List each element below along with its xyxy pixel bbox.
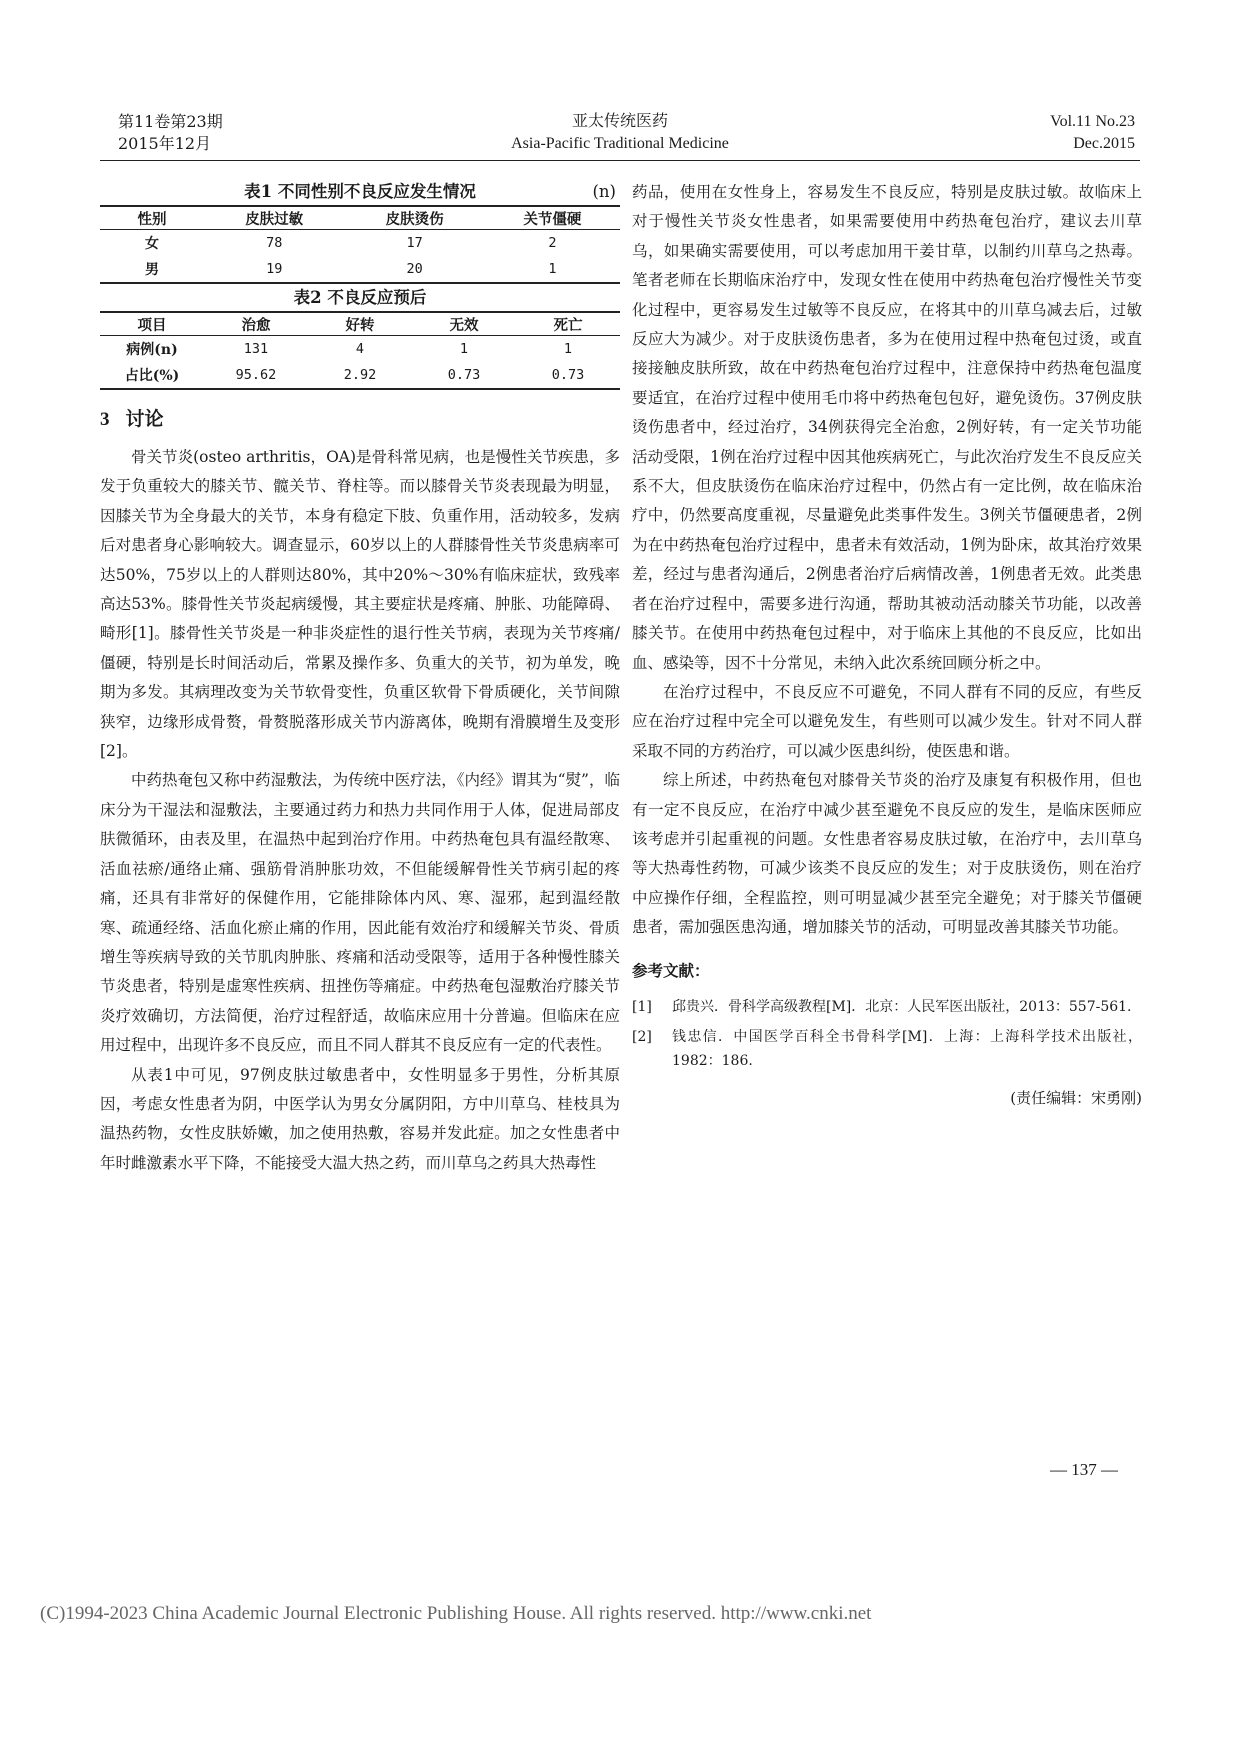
body-paragraph: 在治疗过程中，不良反应不可避免，不同人群有不同的反应，有些反应在治疗过程中完全可以避免发生，有些则可以减少发生。针对不同人群采取不同的方药治疗，可以减少医患纠纷，使医患和谐。 (632, 682, 1142, 760)
copyright-footer: (C)1994-2023 China Academic Journal Electronic Publishing House. All rights reserved. http://www.cnki.net (40, 1603, 872, 1624)
table2 (100, 311, 620, 390)
body-paragraph: 药品，使用在女性身上，容易发生不良反应，特别是皮肤过敏。故临床上对于慢性关节炎女性患者，如果需要使用中药热奄包治疗，建议去川草乌，如果确实需要使用，可以考虑加用干姜甘草，以制约川草乌之热毒。笔者老师在长期临床治疗中，发现女性在使用中药热奄包治疗慢性关节变化过程中，更容易发生过敏等不良反应，在将其中的川草乌减去后，过敏反应大为减少。对于皮肤烫伤患者，多为在使用过程中热奄包过烫，或直接接触皮肤所致，故在中药热奄包治疗过程中，注意保持中药热奄包温度要适宜，在治疗过程中使用毛巾将中药热奄包包好，避免烫伤。37例皮肤烫伤患者中，经过治疗，34例获得完全治愈，2例好转，有一定关节功能活动受限，1例在治疗过程中因其他疾病死亡，与此次治疗发生不良反应关系不大，但皮肤烫伤在临床治疗过程中，仍然占有一定比例，故在临床治疗中，仍然要高度重视，尽量避免此类事件发生。3例关节僵硬患者，2例为在中药热奄包治疗过程中，患者未有效活动，1例为卧床，故其治疗效果差，经过与患者沟通后，2例患者治疗后病情改善，1例患者无效。此类患者在治疗过程中，需要多进行沟通，帮助其被动活动膝关节功能，以改善膝关节。在使用中药热奄包过程中，对于临床上其他的不良反应，比如出血、感染等，因不十分常见，未纳入此次系统回顾分析之中。 (632, 183, 1142, 672)
table1-cell: 2 (548, 235, 557, 251)
table2-header-row (100, 312, 620, 336)
body-paragraph: 综上所述，中药热奄包对膝骨关节炎的治疗及康复有积极作用，但也有一定不良反应，在治疗中减少甚至避免不良反应的发生，是临床医师应该考虑并引起重视的问题。女性患者容易皮肤过敏，在治疗中，去川草乌等大热毒性药物，可减少该类不良反应的发生；对于皮肤烫伤，则在治疗中应操作仔细，全程监控，则可明显减少甚至完全避免；对于膝关节僵硬患者，需加强医患沟通，增加膝关节的活动，可明显改善其膝关节功能。 (632, 771, 1142, 937)
table1-header-cell: 性别 (100, 206, 204, 230)
left-column (100, 178, 620, 1178)
table2-cell: 占比(%) (100, 362, 204, 389)
table2-cell: 2.92 (308, 362, 412, 389)
table-row (100, 336, 620, 363)
table2-cell: 131 (243, 341, 269, 357)
reference-number: [1] (632, 998, 652, 1015)
table-row (100, 230, 620, 257)
right-column (632, 178, 1142, 1111)
reference-text: 邱贵兴．骨科学高级教程[M]．北京：人民军医出版社，2013：557-561. (672, 998, 1132, 1015)
table1-header-cell: 皮肤过敏 (204, 206, 344, 230)
table1-cell: 17 (406, 235, 423, 251)
table2-cell: 0.73 (412, 362, 516, 389)
table-row (100, 256, 620, 283)
table1-cell: 男 (100, 256, 204, 283)
header-date-zh: 2015年12月 (118, 134, 212, 153)
table1-cell: 1 (485, 256, 620, 283)
table1 (100, 205, 620, 284)
header-right (1050, 111, 1135, 155)
table2-cell: 1 (563, 341, 573, 357)
header-rule (100, 160, 1140, 161)
header-date-en: Dec.2015 (1073, 135, 1135, 152)
table2-header-cell: 好转 (308, 312, 412, 336)
section-heading (100, 404, 620, 435)
reference-text: 钱忠信．中国医学百科全书骨科学[M]．上海：上海科学技术出版社，1982：186. (672, 1028, 1142, 1069)
table1-header-cell: 皮肤烫伤 (344, 206, 484, 230)
header-journal-en: Asia-Pacific Traditional Medicine (511, 135, 729, 152)
page-number: — 137 — (1050, 1460, 1118, 1479)
table2-caption-row (100, 284, 620, 311)
table2-header-cell: 死亡 (516, 312, 620, 336)
reference-number: [2] (632, 1028, 652, 1045)
reference-item (632, 995, 1142, 1019)
section-number: 3 (100, 409, 110, 430)
table2-header-cell: 项目 (100, 312, 204, 336)
body-paragraph: 中药热奄包又称中药湿敷法，为传统中医疗法，《内经》谓其为“熨”，临床分为干湿法和湿敷法，主要通过药力和热力共同作用于人体，促进局部皮肤微循环，由表及里，在温热中起到治疗作用。中药热奄包具有温经散寒、活血祛瘀/通络止痛、强筋骨消肿胀功效，不但能缓解骨性关节病引起的疼痛，还具有非常好的保健作用，它能排除体内风、寒、湿邪，起到温经散寒、疏通经络、活血化瘀止痛的作用，因此能有效治疗和缓解关节炎、骨质增生等疾病导致的关节肌肉肿胀、疼痛和活动受限等，适用于各种慢性膝关节炎患者，特别是虚寒性疾病、扭挫伤等痛症。中药热奄包湿敷治疗膝关节炎疗效确切，方法简便，治疗过程舒适，故临床应用十分普遍。但临床在应用过程中，出现许多不良反应，而且不同人群其不良反应有一定的代表性。 (100, 771, 620, 1055)
body-paragraph: 骨关节炎(osteo arthritis，OA)是骨科常见病，也是慢性关节疾患，多发于负重较大的膝关节、髋关节、脊柱等。而以膝骨关节炎表现最为明显，因膝关节为全身最大的关节，本身有稳定下肢、负重作用，活动较多，发病后对患者身心影响较大。调查显示，60岁以上的人群膝骨性关节炎患病率可达50%，75岁以上的人群则达80%，其中20%～30%有临床症状，致残率高达53%。膝骨性关节炎起病缓慢，其主要症状是疼痛、肿胀、功能障碍、畸形[1]。膝骨性关节炎是一种非炎症性的退行性关节病，表现为关节疼痛/僵硬，特别是长时间活动后，常累及操作多、负重大的关节，初为单发，晚期为多发。其病理改变为关节软骨变性，负重区软骨下骨质硬化，关节间隙狭窄，边缘形成骨赘，骨赘脱落形成关节内游离体，晚期有滑膜增生及变形[2]。 (100, 448, 620, 761)
table2-cell: 0.73 (516, 362, 620, 389)
table2-cell: 1 (459, 341, 469, 357)
table1-caption: 表1 不同性别不良反应发生情况 (244, 182, 476, 201)
body-paragraph: 从表1中可见，97例皮肤过敏患者中，女性明显多于男性，分析其原因，考虑女性患者为阴，中医学认为男女分属阴阳，方中川草乌、桂枝具为温热药物，女性皮肤娇嫩，加之使用热敷，容易并发此症。加之女性患者中年时雌激素水平下降，不能接受大温大热之药，而川草乌之药具大热毒性 (100, 1065, 620, 1172)
table1-header-cell: 关节僵硬 (485, 206, 620, 230)
table2-cell: 病例(n) (126, 342, 178, 358)
table1-cell: 女 (145, 236, 159, 252)
section-title: 讨论 (125, 408, 164, 430)
table1-header-row (100, 206, 620, 230)
table-row (100, 362, 620, 389)
responsible-editor: (责任编辑：宋勇刚) (1010, 1088, 1142, 1107)
table1-unit: (n) (592, 182, 616, 201)
table1-cell: 20 (344, 256, 484, 283)
table2-caption: 表2 不良反应预后 (293, 288, 427, 307)
references-title: 参考文献： (632, 960, 710, 980)
header-volume-zh: 第11卷第23期 (118, 112, 223, 131)
header-journal-zh: 亚太传统医药 (571, 113, 668, 130)
header-volume-en: Vol.11 No.23 (1050, 113, 1135, 130)
table1-cell: 19 (204, 256, 344, 283)
table2-header-cell: 治愈 (204, 312, 308, 336)
table2-header-cell: 无效 (412, 312, 516, 336)
table2-cell: 95.62 (204, 362, 308, 389)
table1-cell: 78 (266, 235, 283, 251)
table2-cell: 4 (355, 341, 365, 357)
reference-item (632, 1025, 1142, 1073)
table1-caption-row (100, 178, 620, 205)
